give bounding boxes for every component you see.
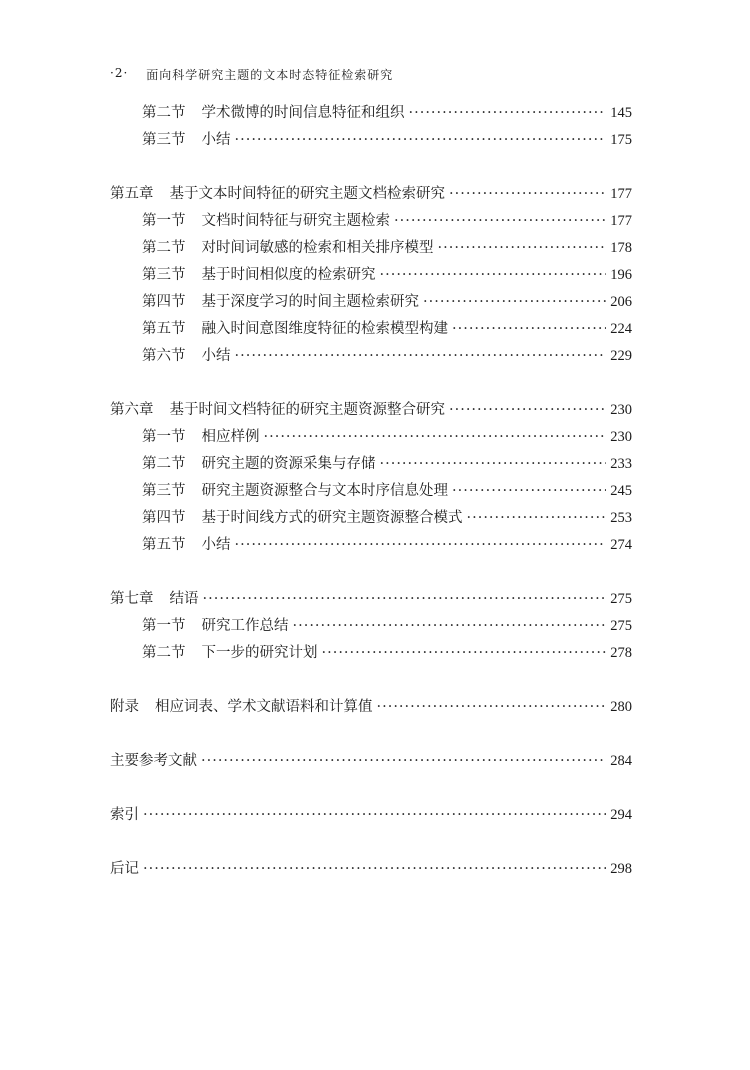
toc-section-entry[interactable] [110,127,632,154]
toc-entry-number: 第六章 [110,402,154,418]
toc-entry-title: 学术微博的时间信息特征和组织 [201,105,405,121]
toc-section-entry[interactable] [110,262,632,289]
toc-entry-number: 第四节 [142,294,186,310]
toc-entry-number: 第三节 [142,267,186,283]
toc-gap [110,370,632,397]
toc-leader-dots [201,748,606,775]
toc-chapter-entry[interactable] [110,181,632,208]
toc-entry-title: 结语 [169,591,199,607]
toc-gap [110,721,632,748]
toc-entry-number: 第二节 [142,240,186,256]
toc-entry-page: 177 [610,186,632,202]
toc-entry-number: 第二节 [142,105,186,121]
toc-entry-page: 275 [610,618,632,634]
toc-entry-number: 第一节 [142,618,186,634]
toc-chapter-entry[interactable] [110,748,632,775]
toc-entry-number: 索引 [110,807,139,823]
toc-entry-title: 小结 [201,132,231,148]
toc-entry-page: 275 [610,591,632,607]
toc-entry-number: 第一节 [142,429,186,445]
toc-entry-page: 177 [610,213,632,229]
toc-entry-title: 小结 [201,537,231,553]
toc-entry-title: 研究工作总结 [201,618,289,634]
toc-entry-page: 298 [610,861,632,877]
toc-entry-page: 230 [610,402,632,418]
toc-gap [110,559,632,586]
toc-entry-page: 175 [610,132,632,148]
table-of-contents [110,100,632,883]
toc-entry-page: 253 [610,510,632,526]
toc-entry-title: 相应词表、学术文献语料和计算值 [155,699,373,715]
toc-leader-dots [380,451,607,478]
toc-section-entry[interactable] [110,532,632,559]
toc-entry-number: 后记 [110,861,139,877]
toc-leader-dots [322,640,607,667]
toc-entry-number: 第七章 [110,591,154,607]
toc-section-entry[interactable] [110,343,632,370]
toc-chapter-entry[interactable] [110,586,632,613]
toc-entry-page: 245 [610,483,632,499]
toc-entry-title: 基于深度学习的时间主题检索研究 [201,294,419,310]
toc-leader-dots [467,505,607,532]
toc-section-entry[interactable] [110,316,632,343]
toc-gap [110,829,632,856]
toc-leader-dots [235,127,607,154]
toc-leader-dots [203,586,607,613]
toc-entry-page: 278 [610,645,632,661]
toc-entry-number: 第三节 [142,132,186,148]
toc-chapter-entry[interactable] [110,856,632,883]
toc-entry-page: 294 [610,807,632,823]
toc-entry-number: 第六节 [142,348,186,364]
toc-entry-number: 主要参考文献 [110,753,197,769]
toc-entry-title: 小结 [201,348,231,364]
toc-entry-page: 229 [610,348,632,364]
toc-entry-title: 基于时间线方式的研究主题资源整合模式 [201,510,463,526]
toc-leader-dots [264,424,607,451]
toc-entry-title: 基于文本时间特征的研究主题文档检索研究 [169,186,445,202]
toc-entry-number: 附录 [110,699,139,715]
toc-entry-page: 233 [610,456,632,472]
toc-section-entry[interactable] [110,613,632,640]
toc-entry-page: 224 [610,321,632,337]
toc-leader-dots [438,235,607,262]
toc-section-entry[interactable] [110,289,632,316]
toc-chapter-entry[interactable] [110,397,632,424]
toc-section-entry[interactable] [110,100,632,127]
toc-entry-title: 研究主题资源整合与文本时序信息处理 [201,483,448,499]
toc-entry-number: 第五节 [142,537,186,553]
toc-leader-dots [394,208,606,235]
toc-entry-page: 145 [610,105,632,121]
toc-leader-dots [235,343,607,370]
toc-leader-dots [423,289,606,316]
toc-entry-title: 对时间词敏感的检索和相关排序模型 [201,240,434,256]
toc-leader-dots [449,397,606,424]
toc-section-entry[interactable] [110,478,632,505]
toc-chapter-entry[interactable] [110,694,632,721]
toc-leader-dots [449,181,606,208]
toc-entry-page: 178 [610,240,632,256]
toc-entry-page: 280 [610,699,632,715]
toc-section-entry[interactable] [110,208,632,235]
toc-entry-title: 融入时间意图维度特征的检索模型构建 [201,321,448,337]
toc-leader-dots [377,694,607,721]
book-title: 面向科学研究主题的文本时态特征检索研究 [146,68,394,82]
toc-entry-title: 基于时间相似度的检索研究 [201,267,376,283]
toc-entry-number: 第四节 [142,510,186,526]
toc-section-entry[interactable] [110,640,632,667]
toc-entry-title: 下一步的研究计划 [201,645,318,661]
toc-entry-title: 相应样例 [201,429,260,445]
toc-entry-page: 206 [610,294,632,310]
page-number: ·2· [110,66,129,80]
toc-entry-page: 230 [610,429,632,445]
toc-chapter-entry[interactable] [110,802,632,829]
toc-leader-dots [235,532,607,559]
toc-entry-title: 基于时间文档特征的研究主题资源整合研究 [169,402,445,418]
toc-section-entry[interactable] [110,235,632,262]
toc-section-entry[interactable] [110,505,632,532]
toc-entry-number: 第五节 [142,321,186,337]
toc-entry-title: 研究主题的资源采集与存储 [201,456,376,472]
toc-leader-dots [293,613,607,640]
toc-entry-page: 196 [610,267,632,283]
toc-gap [110,154,632,181]
toc-section-entry[interactable] [110,451,632,478]
toc-entry-title: 文档时间特征与研究主题检索 [201,213,390,229]
toc-entry-number: 第一节 [142,213,186,229]
toc-entry-number: 第二节 [142,456,186,472]
toc-entry-number: 第二节 [142,645,186,661]
toc-entry-number: 第三节 [142,483,186,499]
toc-leader-dots [143,856,606,883]
running-header [110,66,393,83]
toc-leader-dots [380,262,607,289]
toc-leader-dots [409,100,607,127]
toc-entry-page: 274 [610,537,632,553]
toc-leader-dots [143,802,606,829]
toc-entry-number: 第五章 [110,186,154,202]
toc-leader-dots [452,316,606,343]
toc-entry-page: 284 [610,753,632,769]
toc-leader-dots [452,478,606,505]
toc-gap [110,775,632,802]
toc-section-entry[interactable] [110,424,632,451]
toc-gap [110,667,632,694]
